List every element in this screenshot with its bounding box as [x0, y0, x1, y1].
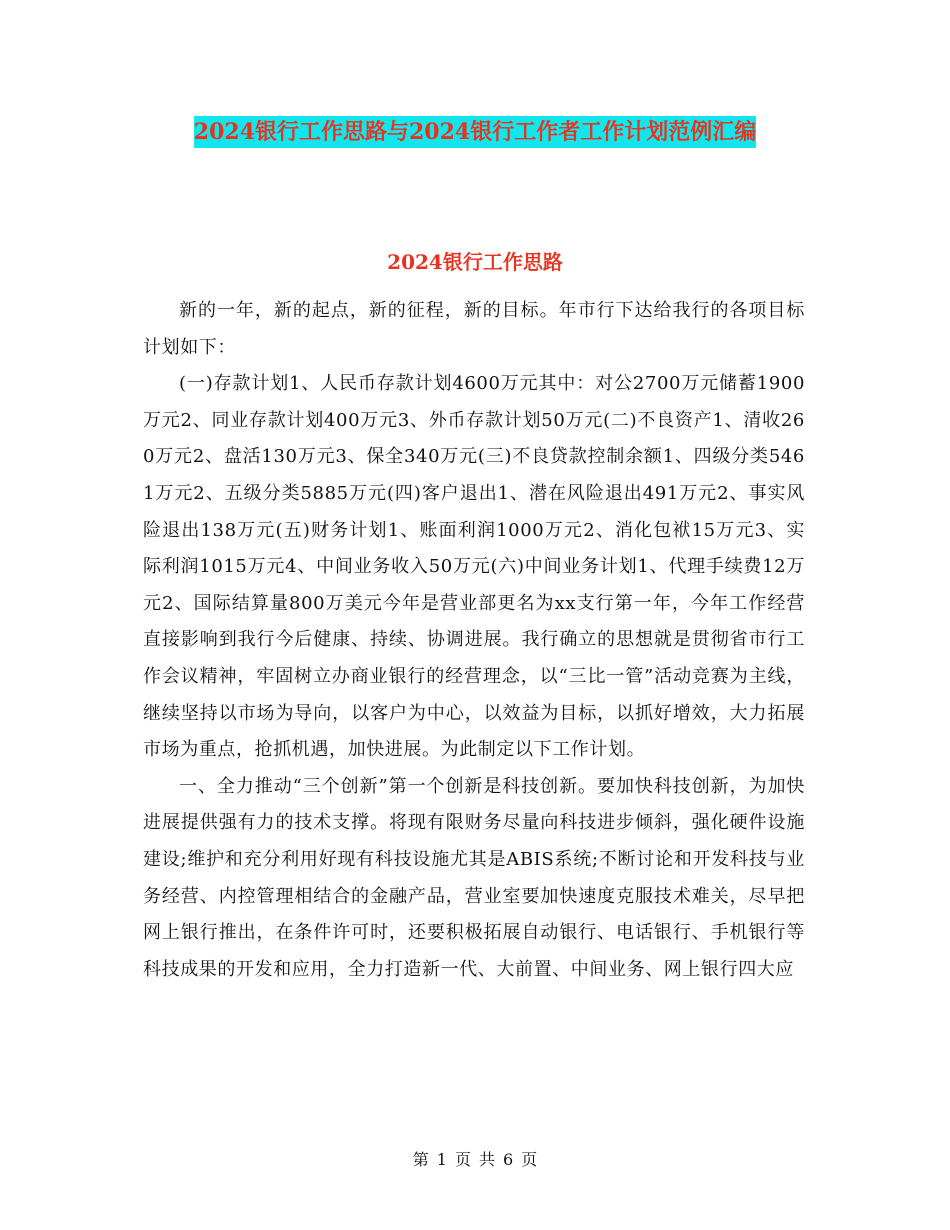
document-body	[143, 293, 805, 988]
document-title-text: 2024银行工作思路与2024银行工作者工作计划范例汇编	[194, 116, 756, 148]
footer-page-word: 页	[454, 1150, 471, 1169]
paragraph-innovation: 一、全力推动“三个创新”第一个创新是科技创新。要加快科技创新，为加快进展提供强有力的技术支撑。将现有限财务尽量向科技进步倾斜，强化硬件设施建设;维护和充分利用好现有科技设施尤其是ABIS系统;不断讨论和开发科技与业务经营、内控管理相结合的金融产品，营业室要加快速度克服技术难关，尽早把网上银行推出，在条件许可时，还要积极拓展自动银行、电话银行、手机银行等科技成果的开发和应用，全力打造新一代、大前置、中间业务、网上银行四大应	[143, 775, 805, 980]
footer-suffix: 页	[521, 1150, 538, 1169]
document-title	[140, 112, 810, 153]
page-footer	[0, 1150, 950, 1170]
footer-total-pages: 6	[503, 1150, 514, 1169]
paragraph-intro: 新的一年，新的起点，新的征程，新的目标。年市行下达给我行的各项目标计划如下：	[143, 300, 805, 358]
paragraph-targets: (一)存款计划1、人民币存款计划4600万元其中：对公2700万元储蓄1900万元2、同业存款计划400万元3、外币存款计划50万元(二)不良资产1、清收260万元2、盘活130万元3、保全340万元(三)不良贷款控制余额1、四级分类5461万元2、五级分类5885万元(四)客户退出1、潜在风险退出491万元2、事实风险退出138万元(五)财务计划1、账面利润1000万元2、消化包袱15万元3、实际利润1015万元4、中间业务收入50万元(六)中间业务计划1、代理手续费12万元2、国际结算量800万美元今年是营业部更名为xx支行第一年，今年工作经营直接影响到我行今后健康、持续、协调进展。我行确立的思想就是贯彻省市行工作会议精神，牢固树立办商业银行的经营理念，以“三比一管”活动竞赛为主线，继续坚持以市场为导向，以客户为中心，以效益为目标，以抓好增效，大力拓展市场为重点，抢抓机遇，加快进展。为此制定以下工作计划。	[143, 373, 805, 761]
section-title: 2024银行工作思路	[387, 250, 563, 274]
footer-prefix: 第	[412, 1150, 429, 1169]
footer-total-word: 共	[479, 1150, 496, 1169]
footer-current-page: 1	[436, 1150, 447, 1169]
